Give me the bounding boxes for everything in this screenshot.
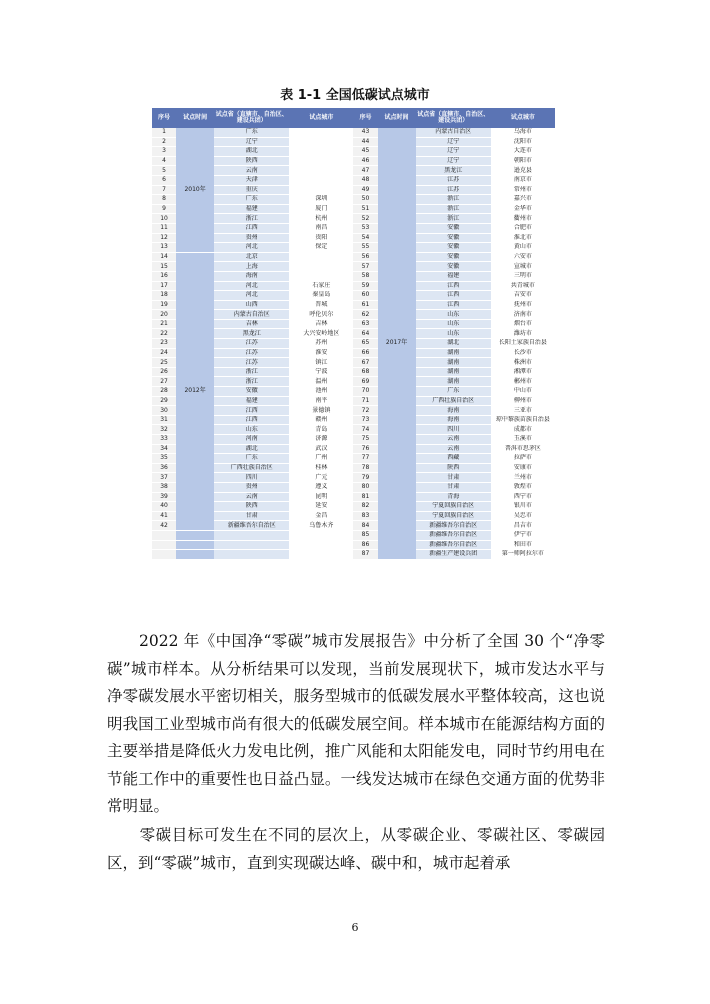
header-province-left: 试点省（直辖市、自治区、建设兵团） (214, 108, 289, 128)
province-cell: 西藏 (416, 454, 491, 464)
province-cell: 河北 (214, 243, 289, 253)
city-cell: 沈阳市 (491, 137, 555, 147)
province-cell: 安徽 (416, 233, 491, 243)
city-cell (289, 262, 353, 272)
city-cell: 衢州市 (491, 214, 555, 224)
row-number-cell: 11 (152, 223, 176, 233)
province-cell: 广东 (416, 387, 491, 397)
empty-cell (289, 550, 353, 560)
header-no-left: 序号 (152, 108, 176, 128)
row-number-cell: 10 (152, 214, 176, 224)
city-cell: 兰州市 (491, 473, 555, 483)
table-header-row (152, 108, 555, 128)
province-cell: 江西 (214, 406, 289, 416)
row-number-cell: 80 (353, 482, 377, 492)
city-cell: 延安 (289, 502, 353, 512)
city-cell: 南昌 (289, 223, 353, 233)
city-cell: 逊克县 (491, 166, 555, 176)
table (152, 108, 555, 560)
city-cell: 济南市 (491, 310, 555, 320)
city-cell: 伊宁市 (491, 530, 555, 540)
row-number-cell: 74 (353, 425, 377, 435)
row-number-cell: 28 (152, 387, 176, 397)
city-cell: 淮安 (289, 348, 353, 358)
province-cell: 湖南 (416, 377, 491, 387)
row-number-cell: 36 (152, 463, 176, 473)
city-cell: 常州市 (491, 185, 555, 195)
city-cell: 黄山市 (491, 243, 555, 253)
province-cell: 云南 (416, 444, 491, 454)
city-cell: 大兴安岭地区 (289, 329, 353, 339)
city-cell: 淮北市 (491, 233, 555, 243)
row-number-cell: 12 (152, 233, 176, 243)
province-cell: 河北 (214, 291, 289, 301)
row-number-cell: 82 (353, 502, 377, 512)
city-cell: 杭州 (289, 214, 353, 224)
row-number-cell: 13 (152, 243, 176, 253)
province-cell: 云南 (214, 166, 289, 176)
province-cell: 青海 (416, 492, 491, 502)
province-cell: 江苏 (214, 358, 289, 368)
province-cell: 山西 (214, 300, 289, 310)
province-cell: 北京 (214, 252, 289, 262)
province-cell: 云南 (416, 435, 491, 445)
province-cell: 四川 (214, 473, 289, 483)
province-cell: 四川 (416, 425, 491, 435)
city-cell (289, 271, 353, 281)
empty-cell (176, 550, 214, 560)
city-cell: 大连市 (491, 147, 555, 157)
row-number-cell: 15 (152, 262, 176, 272)
city-cell: 昌吉市 (491, 521, 555, 531)
row-number-cell: 68 (353, 367, 377, 377)
city-cell: 银川市 (491, 502, 555, 512)
city-cell: 南平 (289, 396, 353, 406)
row-number-cell: 52 (353, 214, 377, 224)
empty-cell (152, 540, 176, 550)
row-number-cell: 21 (152, 319, 176, 329)
province-cell: 辽宁 (416, 156, 491, 166)
city-cell (289, 137, 353, 147)
paragraph-1 (107, 628, 605, 821)
row-number-cell: 45 (353, 147, 377, 157)
table-row (152, 252, 555, 262)
province-cell: 江西 (214, 415, 289, 425)
empty-cell (176, 540, 214, 550)
row-number-cell: 31 (152, 415, 176, 425)
row-number-cell: 4 (152, 156, 176, 166)
row-number-cell: 64 (353, 329, 377, 339)
city-cell: 六安市 (491, 252, 555, 262)
row-number-cell: 16 (152, 271, 176, 281)
province-cell: 浙江 (416, 214, 491, 224)
city-cell: 敦煌市 (491, 482, 555, 492)
city-cell: 三明市 (491, 271, 555, 281)
province-cell: 新疆维吾尔自治区 (416, 530, 491, 540)
row-number-cell: 77 (353, 454, 377, 464)
province-cell: 黑龙江 (214, 329, 289, 339)
province-cell: 河北 (214, 281, 289, 291)
city-cell: 桂林 (289, 463, 353, 473)
province-cell: 甘肃 (214, 511, 289, 521)
province-cell: 宁夏回族自治区 (416, 502, 491, 512)
pilot-time-cell: 2017年 (378, 128, 416, 559)
province-cell: 江西 (416, 291, 491, 301)
province-cell: 陕西 (214, 156, 289, 166)
province-cell: 黑龙江 (416, 166, 491, 176)
table-body (152, 128, 555, 559)
row-number-cell: 27 (152, 377, 176, 387)
row-number-cell: 61 (353, 300, 377, 310)
province-cell: 广西壮族自治区 (214, 463, 289, 473)
pilot-cities-table (152, 108, 555, 616)
row-number-cell: 57 (353, 262, 377, 272)
city-cell: 安康市 (491, 463, 555, 473)
city-cell: 晋城 (289, 300, 353, 310)
province-cell: 贵州 (214, 233, 289, 243)
province-cell: 陕西 (416, 463, 491, 473)
province-cell: 海南 (416, 406, 491, 416)
city-cell: 厦门 (289, 204, 353, 214)
row-number-cell: 86 (353, 540, 377, 550)
province-cell: 江苏 (214, 339, 289, 349)
city-cell: 南京市 (491, 175, 555, 185)
row-number-cell: 54 (353, 233, 377, 243)
row-number-cell: 79 (353, 473, 377, 483)
city-cell: 吉林 (289, 319, 353, 329)
city-cell: 嘉兴市 (491, 195, 555, 205)
table-row (152, 128, 555, 137)
row-number-cell: 53 (353, 223, 377, 233)
province-cell: 重庆 (214, 185, 289, 195)
city-cell: 成都市 (491, 425, 555, 435)
province-cell: 湖北 (214, 444, 289, 454)
province-cell: 山东 (214, 425, 289, 435)
city-cell: 金昌 (289, 511, 353, 521)
province-cell: 安徽 (214, 387, 289, 397)
province-cell: 内蒙古自治区 (214, 310, 289, 320)
city-cell (289, 166, 353, 176)
city-cell: 潍坊市 (491, 329, 555, 339)
city-cell: 武汉 (289, 444, 353, 454)
province-cell: 江西 (214, 223, 289, 233)
row-number-cell: 8 (152, 195, 176, 205)
row-number-cell: 87 (353, 550, 377, 560)
row-number-cell: 34 (152, 444, 176, 454)
empty-cell (289, 540, 353, 550)
empty-cell (176, 530, 214, 540)
province-cell: 辽宁 (214, 137, 289, 147)
city-cell: 拉萨市 (491, 454, 555, 464)
province-cell: 湖北 (214, 147, 289, 157)
row-number-cell: 81 (353, 492, 377, 502)
city-cell: 郴州市 (491, 377, 555, 387)
province-cell: 广东 (214, 454, 289, 464)
province-cell: 福建 (416, 271, 491, 281)
province-cell: 广东 (214, 195, 289, 205)
row-number-cell: 32 (152, 425, 176, 435)
row-number-cell: 30 (152, 406, 176, 416)
province-cell: 江苏 (416, 175, 491, 185)
row-number-cell: 83 (353, 511, 377, 521)
row-number-cell: 47 (353, 166, 377, 176)
province-cell: 天津 (214, 175, 289, 185)
row-number-cell: 20 (152, 310, 176, 320)
province-cell: 河南 (214, 435, 289, 445)
city-cell: 普洱市思茅区 (491, 444, 555, 454)
city-cell: 济源 (289, 435, 353, 445)
city-cell: 贵阳 (289, 233, 353, 243)
row-number-cell: 2 (152, 137, 176, 147)
paragraph-2-text: 零碳目标可发生在不同的层次上，从零碳企业、零碳社区、零碳园区，到“零碳”城市，直到实现碳达峰、碳中和，城市起着承 (107, 826, 605, 872)
paragraph-1-text: 2022 年《中国净“零碳”城市发展报告》中分析了全国 30 个“净零碳”城市样本。从分析结果可以发现，当前发展现状下，城市发达水平与净零碳发展水平密切相关，服务型城市的低碳发展水平整体较高，这也说明我国工业型城市尚有很大的低碳发展空间。样本城市在能源结构方面的主要举措是降低火力发电比例，推广风能和太阳能发电，同时节约用电在节能工作中的重要性也日益凸显。一线发达城市在绿色交通方面的优势非常明显。 (107, 632, 605, 815)
province-cell: 安徽 (416, 243, 491, 253)
province-cell: 福建 (214, 204, 289, 214)
pilot-time-cell: 2012年 (176, 252, 214, 530)
province-cell: 湖南 (416, 358, 491, 368)
city-cell: 赣州 (289, 415, 353, 425)
city-cell: 柳州市 (491, 396, 555, 406)
province-cell: 安徽 (416, 223, 491, 233)
table-row (152, 550, 555, 560)
row-number-cell: 1 (152, 128, 176, 137)
row-number-cell: 65 (353, 339, 377, 349)
table-row (152, 540, 555, 550)
city-cell: 共青城市 (491, 281, 555, 291)
row-number-cell: 67 (353, 358, 377, 368)
city-cell: 昆明 (289, 492, 353, 502)
city-cell: 中山市 (491, 387, 555, 397)
province-cell: 辽宁 (416, 147, 491, 157)
province-cell: 辽宁 (416, 137, 491, 147)
city-cell: 第一师阿拉尔市 (491, 550, 555, 560)
row-number-cell: 43 (353, 128, 377, 137)
city-cell: 长沙市 (491, 348, 555, 358)
row-number-cell: 35 (152, 454, 176, 464)
city-cell: 苏州 (289, 339, 353, 349)
province-cell: 甘肃 (416, 482, 491, 492)
city-cell: 琼中黎族苗族自治县 (491, 415, 555, 425)
city-cell: 抚州市 (491, 300, 555, 310)
city-cell: 温州 (289, 377, 353, 387)
province-cell: 山东 (416, 310, 491, 320)
city-cell: 金华市 (491, 204, 555, 214)
row-number-cell: 38 (152, 482, 176, 492)
row-number-cell: 63 (353, 319, 377, 329)
city-cell: 青岛 (289, 425, 353, 435)
row-number-cell: 60 (353, 291, 377, 301)
row-number-cell: 22 (152, 329, 176, 339)
province-cell: 山东 (416, 329, 491, 339)
row-number-cell: 75 (353, 435, 377, 445)
row-number-cell: 18 (152, 291, 176, 301)
row-number-cell: 41 (152, 511, 176, 521)
city-cell (289, 147, 353, 157)
province-cell: 甘肃 (416, 473, 491, 483)
row-number-cell: 55 (353, 243, 377, 253)
row-number-cell: 33 (152, 435, 176, 445)
pilot-time-cell: 2010年 (176, 128, 214, 252)
city-cell: 朝阳市 (491, 156, 555, 166)
city-cell: 湘潭市 (491, 367, 555, 377)
city-cell: 株洲市 (491, 358, 555, 368)
row-number-cell: 44 (353, 137, 377, 147)
city-cell: 石家庄 (289, 281, 353, 291)
row-number-cell: 50 (353, 195, 377, 205)
page-number: 6 (351, 921, 359, 934)
city-cell (289, 185, 353, 195)
row-number-cell: 73 (353, 415, 377, 425)
city-cell (289, 252, 353, 262)
province-cell: 湖南 (416, 367, 491, 377)
row-number-cell: 26 (152, 367, 176, 377)
row-number-cell: 19 (152, 300, 176, 310)
province-cell: 湖北 (416, 339, 491, 349)
province-cell: 新疆维吾尔自治区 (214, 521, 289, 531)
row-number-cell: 14 (152, 252, 176, 262)
city-cell: 广州 (289, 454, 353, 464)
header-time-left: 试点时间 (176, 108, 214, 128)
row-number-cell: 23 (152, 339, 176, 349)
province-cell: 山东 (416, 319, 491, 329)
province-cell: 宁夏回族自治区 (416, 511, 491, 521)
row-number-cell: 56 (353, 252, 377, 262)
city-cell: 广元 (289, 473, 353, 483)
province-cell: 浙江 (214, 377, 289, 387)
row-number-cell: 37 (152, 473, 176, 483)
row-number-cell: 7 (152, 185, 176, 195)
empty-cell (214, 540, 289, 550)
city-cell: 合肥市 (491, 223, 555, 233)
row-number-cell: 72 (353, 406, 377, 416)
row-number-cell: 78 (353, 463, 377, 473)
row-number-cell: 29 (152, 396, 176, 406)
empty-cell (152, 550, 176, 560)
row-number-cell: 59 (353, 281, 377, 291)
row-number-cell: 46 (353, 156, 377, 166)
city-cell: 宣城市 (491, 262, 555, 272)
row-number-cell: 51 (353, 204, 377, 214)
province-cell: 新疆生产建设兵团 (416, 550, 491, 560)
city-cell (289, 128, 353, 137)
row-number-cell: 9 (152, 204, 176, 214)
city-cell: 吉安市 (491, 291, 555, 301)
row-number-cell: 66 (353, 348, 377, 358)
header-time-right: 试点时间 (378, 108, 416, 128)
row-number-cell: 48 (353, 175, 377, 185)
city-cell: 深圳 (289, 195, 353, 205)
row-number-cell: 42 (152, 521, 176, 531)
city-cell: 玉溪市 (491, 435, 555, 445)
header-city-right: 试点城市 (491, 108, 555, 128)
header-no-right: 序号 (353, 108, 377, 128)
city-cell (289, 175, 353, 185)
row-number-cell: 6 (152, 175, 176, 185)
province-cell: 浙江 (214, 367, 289, 377)
city-cell (289, 156, 353, 166)
province-cell: 江西 (416, 300, 491, 310)
city-cell: 池州 (289, 387, 353, 397)
province-cell: 江苏 (214, 348, 289, 358)
table-row (152, 530, 555, 540)
province-cell: 内蒙古自治区 (416, 128, 491, 137)
row-number-cell: 39 (152, 492, 176, 502)
city-cell: 乌海市 (491, 128, 555, 137)
city-cell: 西宁市 (491, 492, 555, 502)
city-cell: 三亚市 (491, 406, 555, 416)
province-cell: 新疆维吾尔自治区 (416, 540, 491, 550)
city-cell: 长阳土家族自治县 (491, 339, 555, 349)
row-number-cell: 24 (152, 348, 176, 358)
province-cell: 福建 (214, 396, 289, 406)
row-number-cell: 5 (152, 166, 176, 176)
city-cell: 和田市 (491, 540, 555, 550)
province-cell: 海南 (214, 271, 289, 281)
row-number-cell: 84 (353, 521, 377, 531)
city-cell: 呼伦贝尔 (289, 310, 353, 320)
city-cell: 乌鲁木齐 (289, 521, 353, 531)
row-number-cell: 76 (353, 444, 377, 454)
row-number-cell: 71 (353, 396, 377, 406)
province-cell: 广西壮族自治区 (416, 396, 491, 406)
empty-cell (289, 530, 353, 540)
row-number-cell: 58 (353, 271, 377, 281)
row-number-cell: 17 (152, 281, 176, 291)
empty-cell (214, 550, 289, 560)
city-cell: 镇江 (289, 358, 353, 368)
empty-cell (152, 530, 176, 540)
paragraph-2 (107, 822, 605, 877)
province-cell: 云南 (214, 492, 289, 502)
row-number-cell: 70 (353, 387, 377, 397)
city-cell: 遵义 (289, 482, 353, 492)
province-cell: 浙江 (416, 195, 491, 205)
row-number-cell: 40 (152, 502, 176, 512)
province-cell: 广东 (214, 128, 289, 137)
table-caption: 表 1-1 全国低碳试点城市 (280, 88, 430, 103)
province-cell: 江西 (416, 281, 491, 291)
city-cell: 秦皇岛 (289, 291, 353, 301)
city-cell: 保定 (289, 243, 353, 253)
row-number-cell: 69 (353, 377, 377, 387)
row-number-cell: 49 (353, 185, 377, 195)
province-cell: 湖南 (416, 348, 491, 358)
province-cell: 浙江 (214, 214, 289, 224)
row-number-cell: 25 (152, 358, 176, 368)
province-cell: 贵州 (214, 482, 289, 492)
province-cell: 上海 (214, 262, 289, 272)
header-city-left: 试点城市 (289, 108, 353, 128)
province-cell: 吉林 (214, 319, 289, 329)
province-cell: 陕西 (214, 502, 289, 512)
city-cell: 烟台市 (491, 319, 555, 329)
province-cell: 新疆维吾尔自治区 (416, 521, 491, 531)
city-cell: 宁波 (289, 367, 353, 377)
empty-cell (214, 530, 289, 540)
header-province-right: 试点省（直辖市、自治区、建设兵团） (416, 108, 491, 128)
province-cell: 浙江 (416, 204, 491, 214)
province-cell: 江苏 (416, 185, 491, 195)
city-cell: 吴忠市 (491, 511, 555, 521)
province-cell: 安徽 (416, 262, 491, 272)
row-number-cell: 3 (152, 147, 176, 157)
province-cell: 安徽 (416, 252, 491, 262)
row-number-cell: 85 (353, 530, 377, 540)
province-cell: 海南 (416, 415, 491, 425)
row-number-cell: 62 (353, 310, 377, 320)
city-cell: 景德镇 (289, 406, 353, 416)
